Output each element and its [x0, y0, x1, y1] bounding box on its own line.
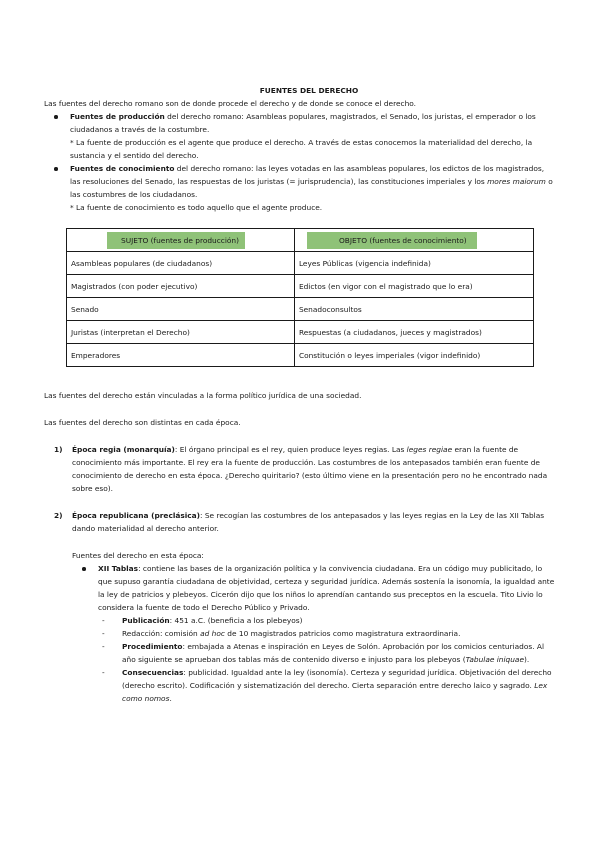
table-cell: Constitución o leyes imperiales (vigor indefinido) [294, 344, 533, 367]
knowledge-text-end: o las costumbres de los ciudadanos. [70, 177, 553, 199]
epochs-list [44, 443, 556, 535]
paragraph-political: Las fuentes del derecho están vinculadas a la forma político jurídica de una sociedad. [44, 391, 362, 400]
detail-italic: ad hoc [200, 629, 225, 638]
list-item [122, 640, 556, 666]
header-object [294, 229, 533, 252]
header-subject-label: SUJETO (fuentes de producción) [107, 232, 245, 249]
term-production: Fuentes de producción [70, 112, 165, 121]
xii-list [72, 562, 556, 705]
table-cell: Asambleas populares (de ciudadanos) [67, 252, 295, 275]
table-row [67, 275, 534, 298]
term-knowledge: Fuentes de conocimiento [70, 164, 175, 173]
table-cell: Respuestas (a ciudadanos, jueces y magistrados) [294, 321, 533, 344]
document-page [44, 84, 556, 705]
detail-text-end: de 10 magistrados patricios como magistratura extraordinaria. [224, 629, 461, 638]
detail-term: Publicación [122, 616, 170, 625]
detail-text: : publicidad. Igualdad ante la ley (isonomía). Certeza y seguridad jurídica. Objetivación del derecho (derecho escrito). Codificación y sistematización del derecho. Cierta separación entre derecho laico y sagrado. [122, 668, 552, 690]
epoch-heading: Época republicana (preclásica) [72, 511, 201, 520]
list-item [70, 110, 556, 162]
detail-italic: Lex como nomos [122, 681, 548, 703]
table-cell: Senadoconsultos [294, 298, 533, 321]
epoch-text-end: eran la fuente de conocimiento más importante. El rey era la fuente de producción. Las costumbres de los antepasados también eran fuente de conocimiento de derecho en esta época. ¿Derecho quiritario? (esto último viene en la presentación pero no he encontrado nada sobre eso). [72, 445, 548, 493]
detail-term: Consecuencias [122, 668, 184, 677]
table-row [67, 252, 534, 275]
xii-text: : contiene las bases de la organización política y la convivencia ciudadana. Era un código muy publicitado, lo que supuso garantía ciudadana de objetividad, certeza y seguridad jurídica. Además sostenía la isonomía, la igualdad ante la ley de patricios y plebeyos. Cicerón dijo que los niños lo aprendían cantando sus preceptos en la escuela. Tito Livio lo considera la fuente de todo el Derecho Público y Privado. [98, 564, 555, 612]
table-cell: Senado [67, 298, 295, 321]
epoch-heading: Época regia (monarquía) [72, 445, 175, 454]
epoch-number: 2) [54, 511, 63, 520]
list-item [122, 614, 556, 627]
list-item [122, 627, 556, 640]
table-cell: Leyes Públicas (vigencia indefinida) [294, 252, 533, 275]
detail-text: : 451 a.C. (beneficia a los plebeyos) [169, 616, 303, 625]
header-subject [67, 229, 295, 252]
intro-paragraph: Las fuentes del derecho romano son de donde procede el derecho y de donde se conoce el derecho. [44, 99, 416, 108]
detail-text: Redacción: comisión [122, 629, 201, 638]
xii-details [98, 614, 556, 705]
header-object-label: OBJETO (fuentes de conocimiento) [307, 232, 477, 249]
production-text: del derecho romano: Asambleas populares, magistrados, el Senado, los juristas, el emperador o los ciudadanos a través de la costumbre. [70, 112, 536, 134]
list-item [98, 562, 556, 705]
table-cell: Magistrados (con poder ejecutivo) [67, 275, 295, 298]
epoch-number: 1) [54, 445, 63, 454]
epoch-item [54, 443, 556, 495]
detail-text-end: ). [524, 655, 530, 664]
sources-list [44, 110, 556, 214]
detail-italic: Tabulae iniquae [465, 655, 524, 664]
table-header-row [67, 229, 534, 252]
paragraph-epochs: Las fuentes del derecho son distintas en cada época. [44, 418, 241, 427]
table-cell: Emperadores [67, 344, 295, 367]
table-row [67, 344, 534, 367]
detail-term: Procedimiento [122, 642, 183, 651]
epoch-text: : El órgano principal es el rey, quien produce leyes regias. Las [174, 445, 407, 454]
epoch-item [54, 509, 556, 535]
list-item [70, 162, 556, 214]
epoch-italic: leges regiae [406, 445, 453, 454]
table-cell: Juristas (interpretan el Derecho) [67, 321, 295, 344]
detail-text-end: . [169, 694, 172, 703]
epoch-text: : Se recogían las costumbres de los antepasados y las leyes regias en la Ley de las XII Tablas dando materialidad al derecho anterior. [72, 511, 545, 533]
list-item [122, 666, 556, 705]
table-row [67, 298, 534, 321]
page-title: FUENTES DEL DERECHO [259, 86, 359, 95]
table-cell: Edictos (en vigor con el magistrado que lo era) [294, 275, 533, 298]
table-row [67, 321, 534, 344]
sources-table [66, 228, 534, 367]
knowledge-text: del derecho romano: las leyes votadas en las asambleas populares, los edictos de los magistrados, las resoluciones del Senado, las respuestas de los juristas (= jurisprudencia), las constituciones imperiales y los [70, 164, 545, 186]
republic-sources [44, 549, 556, 705]
xii-term: XII Tablas [98, 564, 139, 573]
detail-text: : embajada a Atenas e inspiración en Leyes de Solón. Aprobación por los comicios centuriados. Al año siguiente se aprueban dos tablas más de contenido diverso e injusto para los plebeyos ( [122, 642, 545, 664]
knowledge-note: * La fuente de conocimiento es todo aquello que el agente produce. [70, 203, 323, 212]
sources-label: Fuentes del derecho en esta época: [72, 551, 204, 560]
knowledge-italic: mores maiorum [487, 177, 546, 186]
production-note: * La fuente de producción es el agente que produce el derecho. A través de estas conocemos la materialidad del derecho, la sustancia y el sentido del derecho. [70, 138, 533, 160]
